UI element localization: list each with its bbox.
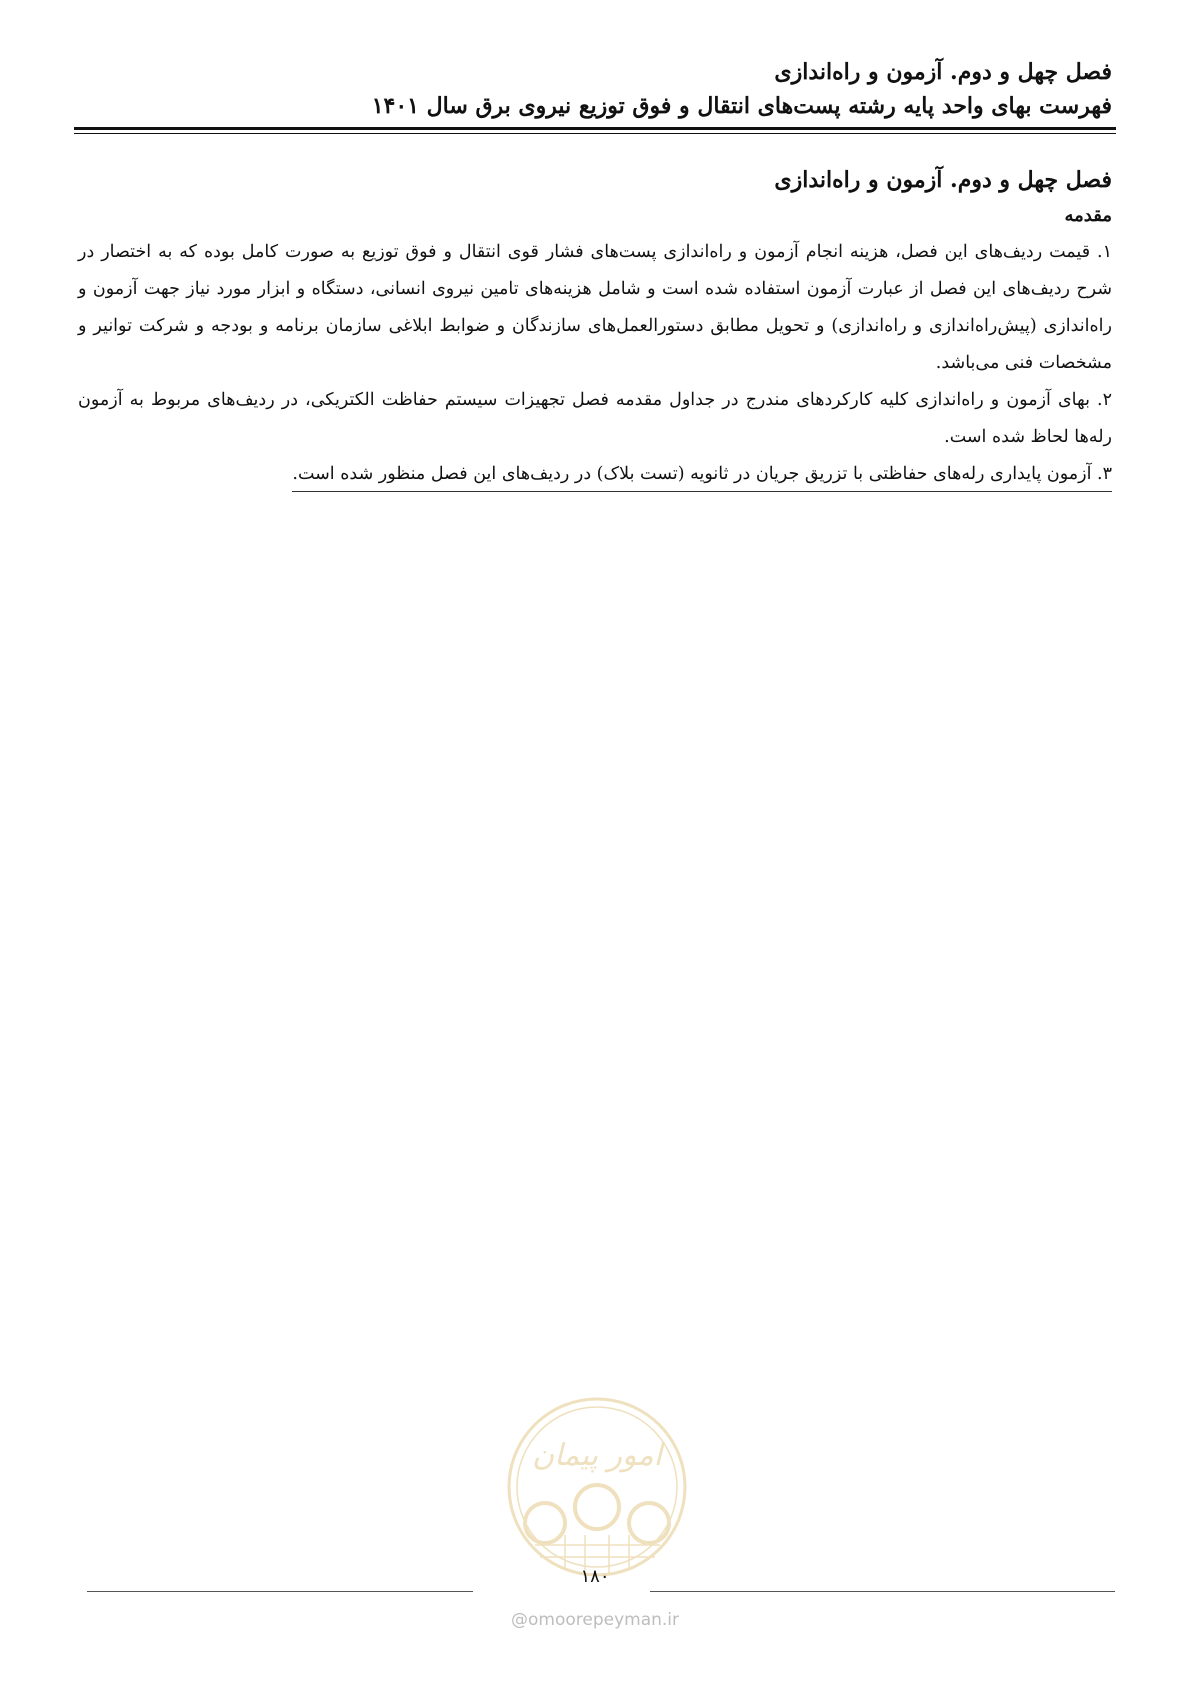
main-content: [78, 160, 1112, 493]
page-number: ۱۸۰: [580, 1566, 610, 1587]
header-rule-thin: [74, 133, 1116, 134]
logo-lettering: امور پیمان: [532, 1438, 662, 1473]
paragraph-1: ۱. قیمت ردیف‌های این فصل، هزینه انجام آزمون و راه‌اندازی پست‌های فشار قوی انتقال و فوق توزیع به صورت کامل بوده که به اختصار در شرح ردیف‌های این فصل از عبارت آزمون استفاده شده است و شامل هزینه‌های تامین نیروی انسانی، دستگاه و ابزار مورد نیاز جهت آزمون و راه‌اندازی (پیش‌راه‌اندازی و راه‌اندازی) و تحویل مطابق دستورالعمل‌های سازندگان و ضوابط ابلاغی سازمان برنامه و بودجه و شرکت توانیر و مشخصات فنی می‌باشد.: [78, 242, 1112, 373]
header-document-title: فهرست بهای واحد پایه رشته پست‌های انتقال و فوق توزیع نیروی برق سال ۱۴۰۱: [371, 93, 1112, 119]
paragraph-2: ۲. بهای آزمون و راه‌اندازی کلیه کارکردهای مندرج در جداول مقدمه فصل تجهیزات سیستم حفاظت الکتریکی، در ردیف‌های مربوط به آزمون رله‌ها لحاظ شده است.: [78, 390, 1112, 447]
omoore-peyman-logo: [505, 1395, 690, 1580]
paragraph-3: ۳. آزمون پایداری رله‌های حفاظتی با تزریق جریان در ثانویه (تست بلاک) در ردیف‌های این فصل منظور شده است.: [292, 457, 1112, 492]
site-watermark: @omoorepeyman.ir: [510, 1610, 680, 1630]
footer-rule-right: [650, 1591, 1115, 1592]
chapter-title: فصل چهل و دوم. آزمون و راه‌اندازی: [774, 167, 1112, 193]
footer-rule-left: [87, 1591, 473, 1592]
running-header: [78, 55, 1112, 123]
header-rule-thick: [74, 127, 1116, 130]
section-subtitle: مقدمه: [1064, 205, 1112, 226]
header-chapter-title: فصل چهل و دوم. آزمون و راه‌اندازی: [774, 59, 1112, 85]
